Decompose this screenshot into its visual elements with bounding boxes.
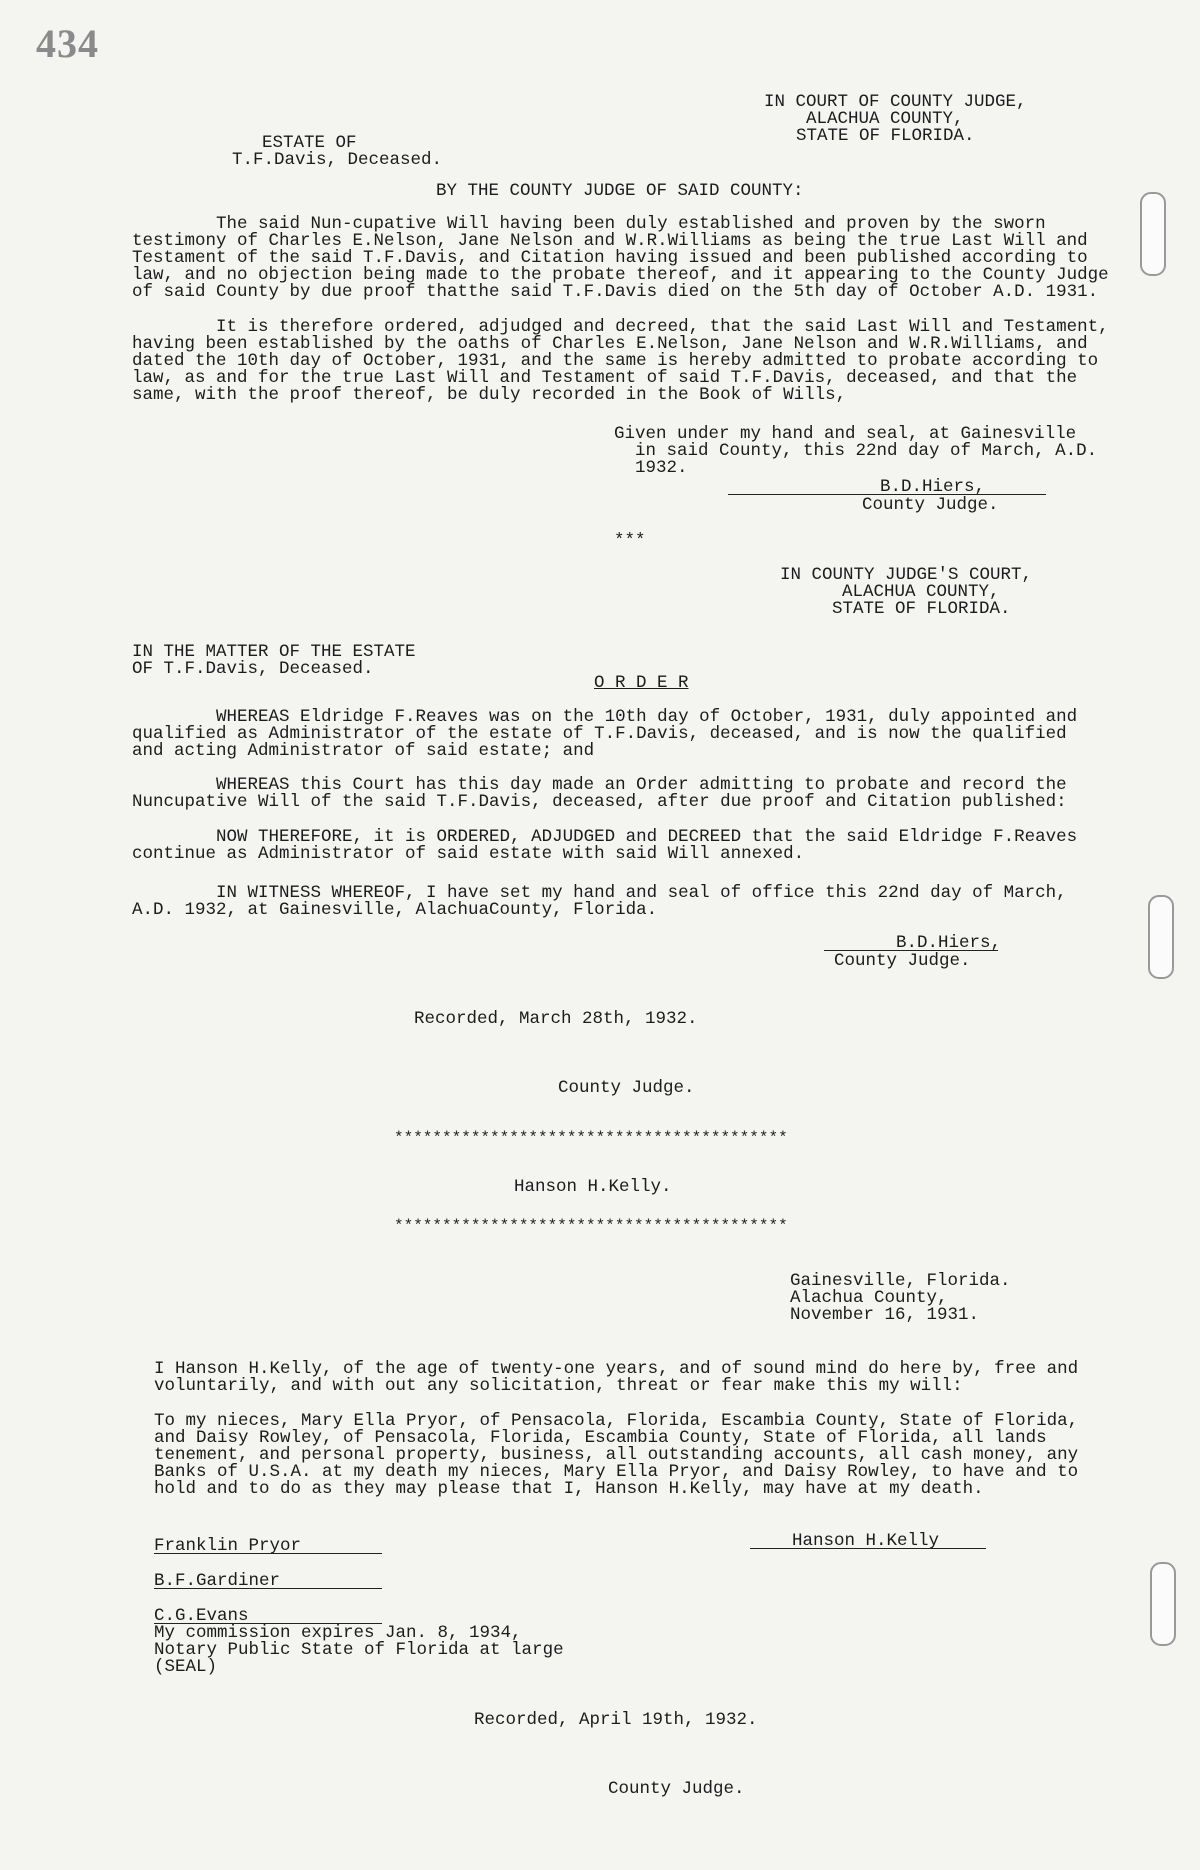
- county-judge-2: County Judge.: [608, 1779, 745, 1799]
- signature-1-title: County Judge.: [862, 495, 999, 515]
- witness-2-signature: B.F.Gardiner: [154, 1571, 281, 1591]
- signature-1-name: B.D.Hiers,: [880, 477, 986, 497]
- matter-caption: IN THE MATTER OF THE ESTATE OF T.F.Davis, Deceased.: [132, 642, 416, 679]
- witness-1-signature: Franklin Pryor: [154, 1536, 302, 1556]
- paragraph-established: The said Nun-cupative Will having been duly established and proven by the sworn testimony of Charles E.Nelson, Jane Nelson and W.R.Williams as being the true Last Will and Testament of the said T.F.Davis, and Citation having issued and been published according to law, and no objection being made to the probate thereof, and it appearing to the County Judge of said County by due proof thatthe said T.F.Davis died on the 5th day of October A.D. 1931.: [132, 214, 1109, 302]
- recorded-date-2: Recorded, April 19th, 1932.: [474, 1710, 758, 1730]
- estate-caption: ESTATE OF T.F.Davis, Deceased.: [232, 133, 443, 170]
- testator-name: Hanson H.Kelly.: [514, 1177, 672, 1197]
- given-under-block: Given under my hand and seal, at Gainesville in said County, this 22nd day of March, A.D. 1932.: [614, 424, 1098, 478]
- asterisk-rule-2: *****************************************: [394, 1217, 788, 1235]
- paragraph-ordered: It is therefore ordered, adjudged and decreed, that the said Last Will and Testament, having been established by the oaths of Charles E.Nelson, Jane Nelson and W.R.Williams, and dated the 10th day of October, 1931, and the same is hereby admitted to probate according to law, as and for the true Last Will and Testament of said T.F.Davis, deceased, and that the same, with the proof thereof, be duly recorded in the Book of Wills,: [132, 317, 1109, 405]
- will-place-date: Gainesville, Florida. Alachua County, November 16, 1931.: [790, 1271, 1011, 1325]
- section-separator: ***: [614, 531, 646, 551]
- in-witness-paragraph: IN WITNESS WHEREOF, I have set my hand and seal of office this 22nd day of March, A.D. 1932, at Gainesville, AlachuaCounty, Florida.: [132, 883, 1067, 920]
- witness-1-line: [154, 1553, 382, 1554]
- notary-block: C.G.Evans My commission expires Jan. 8, 1934, Notary Public State of Florida at large (SEAL): [154, 1606, 564, 1677]
- witness-2-line: [154, 1588, 382, 1589]
- punch-hole-icon: [1140, 192, 1166, 276]
- court-header-2: IN COUNTY JUDGE'S COURT, ALACHUA COUNTY, STATE OF FLORIDA.: [780, 565, 1033, 619]
- punch-hole-icon: [1150, 1562, 1176, 1646]
- testator-signature: Hanson H.Kelly: [792, 1531, 940, 1551]
- now-therefore-paragraph: NOW THEREFORE, it is ORDERED, ADJUDGED and DECREED that the said Eldridge F.Reaves continue as Administrator of said estate with said Will annexed.: [132, 827, 1078, 864]
- page-number: 434: [36, 21, 99, 66]
- county-judge-1: County Judge.: [558, 1078, 695, 1098]
- signature-2-title: County Judge.: [834, 951, 971, 971]
- order-title: O R D E R: [594, 673, 689, 693]
- will-paragraph-1: I Hanson H.Kelly, of the age of twenty-one years, and of sound mind do here by, free and voluntarily, and with out any solicitation, threat or fear make this my will:: [154, 1359, 1079, 1396]
- punch-hole-icon: [1148, 895, 1174, 979]
- by-judge-heading: BY THE COUNTY JUDGE OF SAID COUNTY:: [436, 181, 804, 201]
- signature-2-name: B.D.Hiers,: [896, 933, 1002, 953]
- will-paragraph-2: To my nieces, Mary Ella Pryor, of Pensacola, Florida, Escambia County, State of Florida, and Daisy Rowley, of Pensacola, Florida, Escambia County, State of Florida, all lands tenement, and personal property, business, all outstanding accounts, all cash money, any Banks of U.S.A. at my death my nieces, Mary Ella Pryor, and Daisy Rowley, to have and to hold and to do as they may please that I, Hanson H.Kelly, may have at my death.: [154, 1411, 1079, 1499]
- recorded-date-1: Recorded, March 28th, 1932.: [414, 1009, 698, 1029]
- testator-signature-line: [750, 1548, 986, 1549]
- whereas-paragraph-1: WHEREAS Eldridge F.Reaves was on the 10th day of October, 1931, duly appointed and qualified as Administrator of the estate of T.F.Davis, deceased, and is now the qualified and acting Administrator of said estate; and: [132, 707, 1078, 761]
- court-header-1: IN COURT OF COUNTY JUDGE, ALACHUA COUNTY, STATE OF FLORIDA.: [764, 92, 1027, 146]
- whereas-paragraph-2: WHEREAS this Court has this day made an Order admitting to probate and record the Nuncupative Will of the said T.F.Davis, deceased, after due proof and Citation published:: [132, 775, 1067, 812]
- asterisk-rule-1: *****************************************: [394, 1129, 788, 1147]
- notary-line: [154, 1623, 382, 1624]
